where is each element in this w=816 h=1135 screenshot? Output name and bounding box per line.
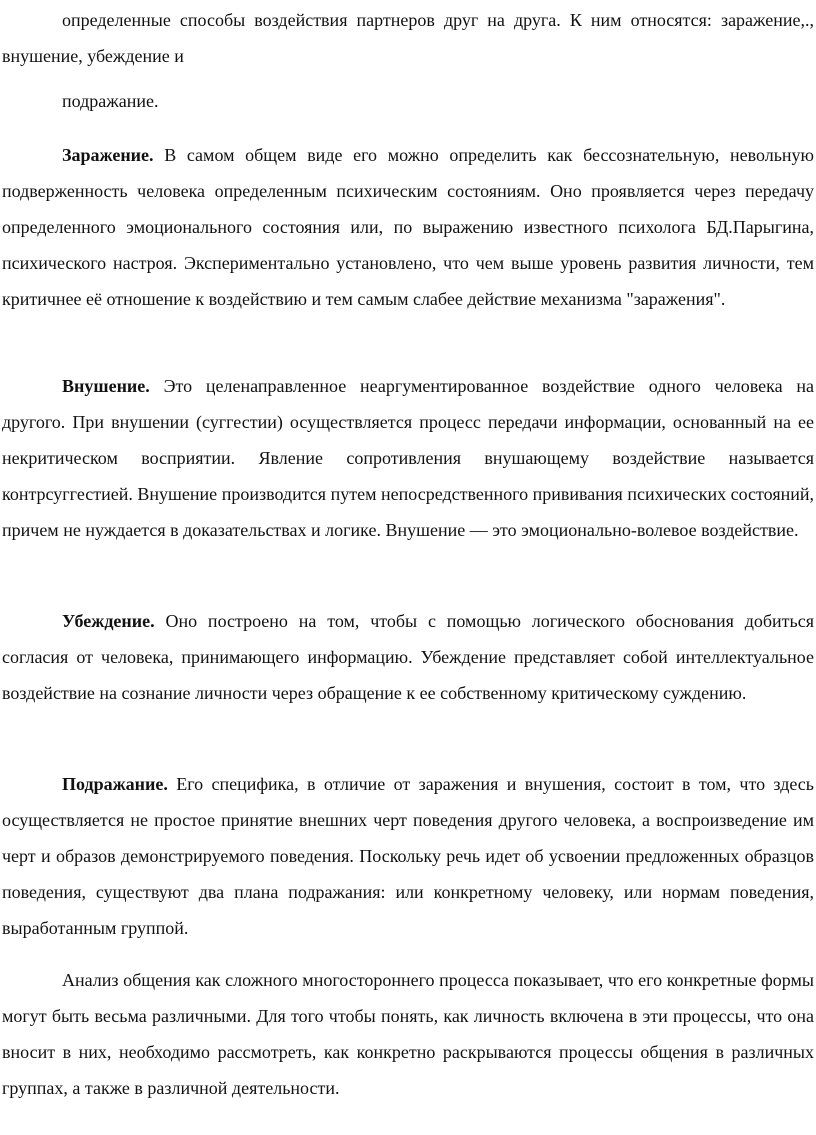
term-contagion: Заражение. xyxy=(62,145,154,165)
paragraph-contagion xyxy=(2,137,814,317)
paragraph-contagion-body: В самом общем виде его можно определить как бессознательную, невольную подверженность человека определенным психическим состояниям. Оно проявляется через передачу определенного эмоционального состояния или, по выражению известного психолога БД.Парыгина, психического настроя. Экспериментально установлено, что чем выше уровень развития личности, тем критичнее её отношение к воздействию и тем самым слабее действие механизма "заражения". xyxy=(2,145,814,309)
term-suggestion: Внушение. xyxy=(62,376,150,396)
paragraph-imitation xyxy=(2,766,814,946)
term-imitation: Подражание. xyxy=(62,774,168,794)
paragraph-persuasion-body: Оно построено на том, чтобы с помощью логического обоснования добиться согласия от человека, принимающего информацию. Убеждение представляет собой интеллектуальное воздействие на сознание личности через обращение к ее собственному критическому суждению. xyxy=(2,611,814,703)
intro-continuation: подражание. xyxy=(62,91,159,111)
intro-paragraph: определенные способы воздействия партнеров друг на друга. К ним относятся: заражение,., внушение, убеждение и xyxy=(2,10,814,66)
paragraph-imitation-body: Его специфика, в отличие от заражения и внушения, состоит в том, что здесь осуществляется не простое принятие внешних черт поведения другого человека, а воспроизведение им черт и образов демонстрируемого поведения. Поскольку речь идет об усвоении предложенных образцов поведения, существуют два плана подражания: или конкретному человеку, или нормам поведения, выработанным группой. xyxy=(2,774,814,938)
closing-paragraph: Анализ общения как сложного многостороннего процесса показывает, что его конкретные формы могут быть весьма различными. Для того чтобы понять, как личность включена в эти процессы, что она вносит в них, необходимо рассмотреть, как конкретно раскрываются процессы общения в различных группах, а также в различной деятельности. xyxy=(2,970,814,1098)
paragraph-persuasion xyxy=(2,603,814,711)
paragraph-suggestion xyxy=(2,368,814,548)
paragraph-suggestion-body: Это целенаправленное неаргументированное воздействие одного человека на другого. При внушении (суггестии) осуществляется процесс передачи информации, основанный на ее некритическом восприятии. Явление сопротивления внушающему воздействие называется контрсуггестией. Внушение производится путем непосредственного прививания психических состояний, причем не нуждается в доказательствах и логике. Внушение — это эмоционально-волевое воздействие. xyxy=(2,376,814,540)
term-persuasion: Убеждение. xyxy=(62,611,155,631)
